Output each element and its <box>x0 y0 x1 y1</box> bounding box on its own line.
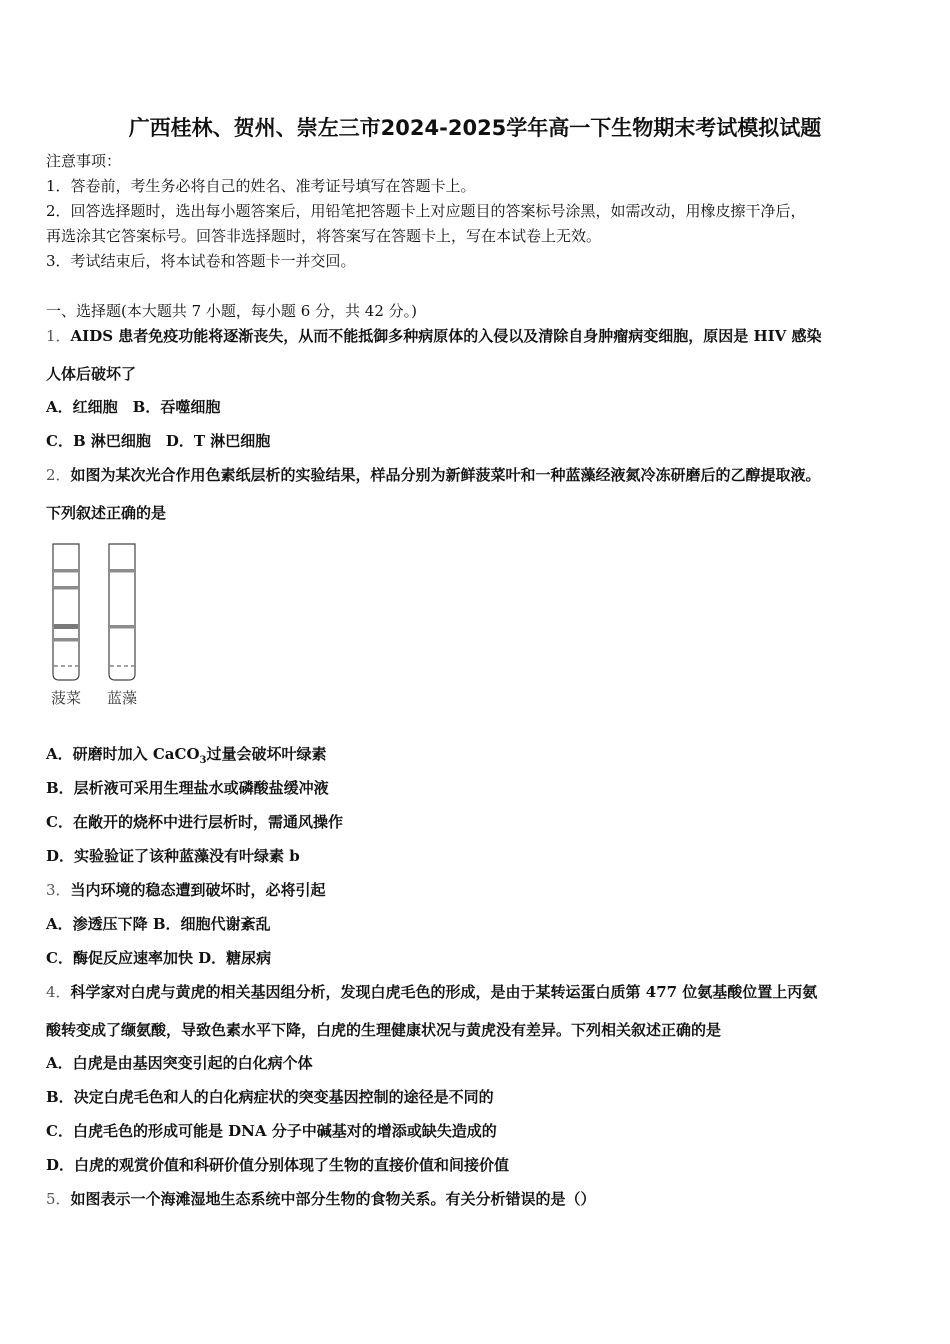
section-heading: 一、选择题(本大题共 7 小题，每小题 6 分，共 42 分。) <box>46 302 417 320</box>
question-4-option-b: B．决定白虎毛色和人的白化病症状的突变基因控制的途径是不同的 <box>46 1088 494 1106</box>
question-number: 1． <box>46 327 71 345</box>
question-3-options-ab: A．渗透压下降 B．细胞代谢紊乱 <box>46 915 271 933</box>
question-1-cont: 人体后破坏了 <box>46 365 137 383</box>
notice-heading: 注意事项： <box>46 152 122 170</box>
pigment-band <box>54 638 78 642</box>
question-number: 5． <box>46 1190 71 1208</box>
option-a-text-end: 过量会破坏叶绿素 <box>206 745 327 763</box>
question-text: 如图表示一个海滩湿地生态系统中部分生物的食物关系。有关分析错误的是（） <box>70 1190 596 1208</box>
option-a-text: A．研磨时加入 CaCO <box>46 745 200 763</box>
spinach-strip <box>53 544 79 680</box>
question-5 <box>46 1189 596 1209</box>
question-4-option-c: C．白虎毛色的形成可能是 DNA 分子中碱基对的增添或缺失造成的 <box>46 1122 497 1140</box>
question-2-option-a <box>46 744 327 771</box>
pigment-band <box>110 625 134 629</box>
question-2-option-c: C．在敞开的烧杯中进行层析时，需通风操作 <box>46 813 343 831</box>
question-2 <box>46 465 821 485</box>
page-title: 广西桂林、贺州、崇左三市2024-2025学年高一下生物期末考试模拟试题 <box>128 116 822 140</box>
question-3 <box>46 880 326 900</box>
notice-item-2: 2．回答选择题时，选出每小题答案后，用铅笔把答题卡上对应题目的答案标号涂黑，如需改动，用橡皮擦干净后， <box>46 202 806 220</box>
question-2-cont: 下列叙述正确的是 <box>46 504 167 522</box>
pigment-band <box>54 624 78 629</box>
question-text: 科学家对白虎与黄虎的相关基因组分析，发现白虎毛色的形成，是由于某转运蛋白质第 477 位氨基酸位置上丙氨 <box>70 983 818 1001</box>
pigment-band <box>54 569 78 573</box>
question-1 <box>46 326 822 346</box>
notice-item-2-cont: 再选涂其它答案标号。回答非选择题时，将答案写在答题卡上，写在本试卷上无效。 <box>46 227 602 245</box>
notice-item-3: 3．考试结束后，将本试卷和答题卡一并交回。 <box>46 252 356 270</box>
pigment-band <box>54 586 78 590</box>
question-4 <box>46 982 817 1002</box>
notice-item-1: 1．答卷前，考生务必将自己的姓名、准考证号填写在答题卡上。 <box>46 177 476 195</box>
subscript: 3 <box>199 755 207 766</box>
chromatography-figure <box>44 540 154 715</box>
question-3-options-cd: C．酶促反应速率加快 D．糖尿病 <box>46 949 272 967</box>
spinach-label: 菠菜 <box>50 689 82 707</box>
question-number: 2． <box>46 466 71 484</box>
question-2-option-b: B．层析液可采用生理盐水或磷酸盐缓冲液 <box>46 779 329 797</box>
question-1-options-cd: C．B 淋巴细胞 D．T 淋巴细胞 <box>46 432 271 450</box>
cyanobacteria-label: 蓝藻 <box>106 689 138 707</box>
question-text: 当内环境的稳态遭到破坏时，必将引起 <box>70 881 326 899</box>
question-4-cont: 酸转变成了缬氨酸，导致色素水平下降，白虎的生理健康状况与黄虎没有差异。下列相关叙述正确的是 <box>46 1021 722 1039</box>
question-number: 3． <box>46 881 71 899</box>
question-4-option-d: D．白虎的观赏价值和科研价值分别体现了生物的直接价值和间接价值 <box>46 1156 510 1174</box>
question-1-options-ab: A．红细胞 B．吞噬细胞 <box>46 398 221 416</box>
question-text: 如图为某次光合作用色素纸层析的实验结果，样品分别为新鲜菠菜叶和一种蓝藻经液氮冷冻研磨后的乙醇提取液。 <box>70 466 821 484</box>
question-4-option-a: A．白虎是由基因突变引起的白化病个体 <box>46 1054 313 1072</box>
question-2-option-d: D．实验验证了该种蓝藻没有叶绿素 b <box>46 847 300 865</box>
pigment-band <box>110 569 134 573</box>
question-text: AIDS 患者免疫功能将逐渐丧失，从而不能抵御多种病原体的入侵以及清除自身肿瘤病变细胞，原因是 HIV 感染 <box>70 327 822 345</box>
question-number: 4． <box>46 983 71 1001</box>
cyanobacteria-strip <box>109 544 135 680</box>
